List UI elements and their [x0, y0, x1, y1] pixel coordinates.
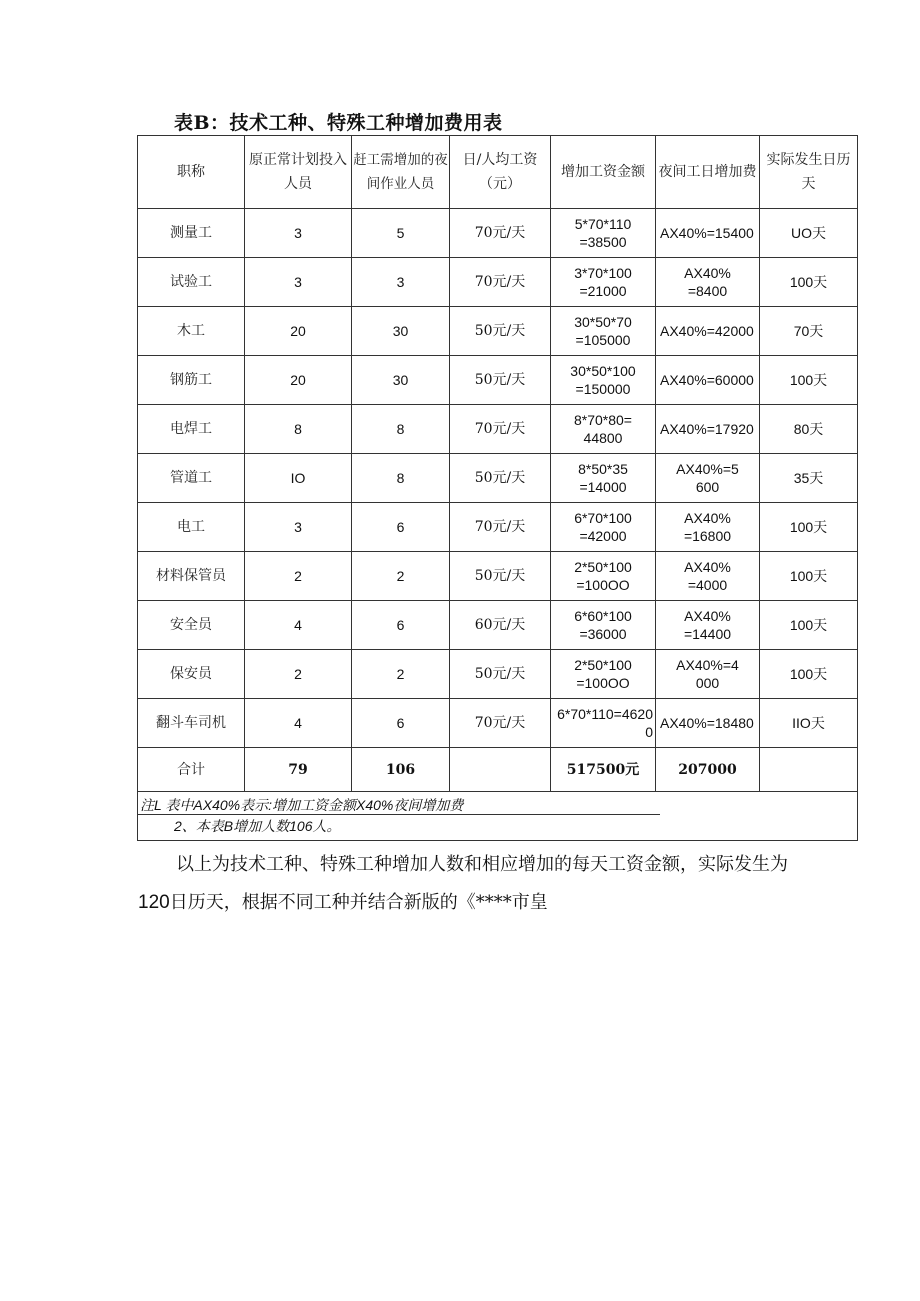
- cost-table: [137, 135, 858, 841]
- night-fee-cell: [656, 209, 760, 258]
- wage-increase-cell-line: 2*50*100: [574, 657, 632, 673]
- night-fee-cell-line: AX40%=60000: [660, 372, 754, 388]
- total-planned-cell: 79: [245, 748, 352, 792]
- wage-increase-cell-line: =21000: [579, 283, 627, 299]
- paragraph-line-2: [138, 884, 858, 922]
- planned-staff-cell: 3: [245, 258, 352, 307]
- planned-staff-cell: 20: [245, 356, 352, 405]
- night-fee-cell-line: AX40%=5: [676, 461, 739, 477]
- planned-staff-cell: 8: [245, 405, 352, 454]
- night-staff-cell: 8: [352, 405, 450, 454]
- table-title: 表B：技术工种、特殊工种增加费用表: [174, 112, 503, 134]
- night-fee-cell: [656, 258, 760, 307]
- night-fee-cell-line: =4000: [687, 577, 728, 593]
- night-fee-cell-line: 600: [695, 479, 720, 495]
- night-fee-cell-line: AX40%=42000: [660, 323, 754, 339]
- wage-increase-cell: [551, 503, 656, 552]
- header-cell: 职称: [138, 136, 245, 209]
- night-fee-cell: [656, 405, 760, 454]
- job-title-cell: 材料保管员: [138, 552, 245, 601]
- planned-staff-cell: 2: [245, 552, 352, 601]
- night-fee-cell: [656, 699, 760, 748]
- daily-wage-cell: 70元/天: [450, 699, 551, 748]
- total-row: [138, 748, 858, 792]
- daily-wage-cell: 50元/天: [450, 356, 551, 405]
- calendar-days-cell: 100天: [760, 503, 858, 552]
- wage-increase-cell-line: 8*70*80=: [573, 412, 632, 428]
- night-staff-cell: 6: [352, 503, 450, 552]
- planned-staff-cell: IO: [245, 454, 352, 503]
- planned-staff-cell: 4: [245, 601, 352, 650]
- wage-increase-cell-line: =42000: [579, 528, 627, 544]
- wage-increase-cell-line: =38500: [579, 234, 627, 250]
- planned-staff-cell: 3: [245, 503, 352, 552]
- night-fee-cell-line: 000: [695, 675, 720, 691]
- night-staff-cell: 30: [352, 307, 450, 356]
- calendar-days-cell: 100天: [760, 356, 858, 405]
- job-title-cell: 安全员: [138, 601, 245, 650]
- job-title-cell: 试验工: [138, 258, 245, 307]
- daily-wage-cell: 50元/天: [450, 307, 551, 356]
- night-fee-cell: [656, 503, 760, 552]
- wage-increase-cell-line: 3*70*100: [574, 265, 632, 281]
- job-title-cell: 钢筋工: [138, 356, 245, 405]
- wage-increase-cell: [551, 650, 656, 699]
- wage-increase-cell-line: 6*70*100: [574, 510, 632, 526]
- night-fee-cell-line: AX40%=17920: [660, 421, 754, 437]
- planned-staff-cell: 4: [245, 699, 352, 748]
- paragraph-text: 日历天，根据不同工种并结合新版的《****市皇: [169, 892, 548, 913]
- wage-increase-cell-line: 6*70*110=4620: [557, 706, 653, 722]
- wage-increase-cell-line: 30*50*70: [574, 314, 632, 330]
- total-fee-cell: 207000: [656, 748, 760, 792]
- job-title-cell: 保安员: [138, 650, 245, 699]
- night-fee-cell-line: AX40%=4: [676, 657, 739, 673]
- total-night-cell: 106: [352, 748, 450, 792]
- table-row: [138, 307, 858, 356]
- note-2: 2、本表B增加人数106人。: [174, 817, 341, 834]
- wage-increase-cell-line: 0: [645, 724, 653, 740]
- table-row: [138, 552, 858, 601]
- planned-staff-cell: 3: [245, 209, 352, 258]
- job-title-cell: 木工: [138, 307, 245, 356]
- wage-increase-cell: [551, 552, 656, 601]
- total-amount-cell: 517500元: [551, 748, 656, 792]
- calendar-days-cell: UO天: [760, 209, 858, 258]
- header-cell: 增加工资金额: [551, 136, 656, 209]
- job-title-cell: 翻斗车司机: [138, 699, 245, 748]
- night-fee-cell-line: AX40%: [684, 265, 731, 281]
- night-fee-cell-line: =8400: [687, 283, 728, 299]
- paragraph-number: 120: [138, 892, 170, 913]
- job-title-cell: 管道工: [138, 454, 245, 503]
- header-cell: 原正常计划投入人员: [245, 136, 352, 209]
- night-staff-cell: 3: [352, 258, 450, 307]
- daily-wage-cell: 60元/天: [450, 601, 551, 650]
- night-staff-cell: 5: [352, 209, 450, 258]
- calendar-days-cell: 100天: [760, 601, 858, 650]
- table-row: [138, 258, 858, 307]
- planned-staff-cell: 20: [245, 307, 352, 356]
- table-row: [138, 405, 858, 454]
- planned-staff-cell: 2: [245, 650, 352, 699]
- night-fee-cell-line: AX40%: [684, 608, 731, 624]
- table-row: [138, 601, 858, 650]
- night-fee-cell: [656, 454, 760, 503]
- daily-wage-cell: 50元/天: [450, 650, 551, 699]
- night-staff-cell: 8: [352, 454, 450, 503]
- daily-wage-cell: 50元/天: [450, 552, 551, 601]
- header-cell: 赶工需增加的夜间作业人员: [352, 136, 450, 209]
- night-staff-cell: 6: [352, 601, 450, 650]
- wage-increase-cell-line: 2*50*100: [574, 559, 632, 575]
- job-title-cell: 测量工: [138, 209, 245, 258]
- table-row: [138, 356, 858, 405]
- wage-increase-cell: [551, 258, 656, 307]
- wage-increase-cell: [551, 454, 656, 503]
- wage-increase-cell-line: =14000: [579, 479, 627, 495]
- wage-increase-cell-line: 8*50*35: [578, 461, 628, 477]
- header-cell: 实际发生日历天: [760, 136, 858, 209]
- wage-increase-cell-line: 5*70*110: [574, 216, 632, 232]
- wage-increase-cell: [551, 405, 656, 454]
- wage-increase-cell-line: 44800: [583, 430, 623, 446]
- job-title-cell: 电焊工: [138, 405, 245, 454]
- daily-wage-cell: 70元/天: [450, 405, 551, 454]
- wage-increase-cell-line: =100OO: [576, 577, 630, 593]
- wage-increase-cell: [551, 601, 656, 650]
- calendar-days-cell: 100天: [760, 650, 858, 699]
- wage-increase-cell-line: =105000: [575, 332, 631, 348]
- wage-increase-cell: [551, 356, 656, 405]
- night-fee-cell-line: AX40%=18480: [660, 715, 754, 731]
- wage-increase-cell-line: 6*60*100: [574, 608, 632, 624]
- wage-increase-cell: [551, 209, 656, 258]
- job-title-cell: 电工: [138, 503, 245, 552]
- notes-cell: [138, 792, 858, 841]
- total-label-cell: 合计: [138, 748, 245, 792]
- header-row: [138, 136, 858, 209]
- night-fee-cell: [656, 356, 760, 405]
- wage-increase-cell-line: =100OO: [576, 675, 630, 691]
- wage-increase-cell-line: 30*50*100: [570, 363, 636, 379]
- night-fee-cell: [656, 552, 760, 601]
- night-fee-cell: [656, 307, 760, 356]
- table-row: [138, 699, 858, 748]
- total-wage-cell: [450, 748, 551, 792]
- table-row: [138, 503, 858, 552]
- night-staff-cell: 2: [352, 650, 450, 699]
- daily-wage-cell: 50元/天: [450, 454, 551, 503]
- header-cell: 夜间工日增加费: [656, 136, 760, 209]
- note-1: 注L 表中AX40%表示:增加工资金额X40%夜间增加费: [138, 796, 660, 815]
- night-fee-cell: [656, 601, 760, 650]
- notes-row: [138, 792, 858, 841]
- daily-wage-cell: 70元/天: [450, 209, 551, 258]
- daily-wage-cell: 70元/天: [450, 258, 551, 307]
- calendar-days-cell: 100天: [760, 258, 858, 307]
- night-fee-cell-line: AX40%=15400: [660, 225, 754, 241]
- wage-increase-cell: [551, 307, 656, 356]
- header-cell: 日/人均工资（元）: [450, 136, 551, 209]
- calendar-days-cell: 35天: [760, 454, 858, 503]
- night-fee-cell-line: =16800: [683, 528, 732, 544]
- paragraph-line-1: 以上为技术工种、特殊工种增加人数和相应增加的每天工资金额，实际发生为: [176, 854, 788, 875]
- wage-increase-cell-line: =150000: [575, 381, 631, 397]
- calendar-days-cell: 100天: [760, 552, 858, 601]
- night-fee-cell-line: AX40%: [684, 559, 731, 575]
- daily-wage-cell: 70元/天: [450, 503, 551, 552]
- wage-increase-cell-line: =36000: [579, 626, 627, 642]
- night-staff-cell: 2: [352, 552, 450, 601]
- calendar-days-cell: 70天: [760, 307, 858, 356]
- calendar-days-cell: IIO天: [760, 699, 858, 748]
- night-fee-cell-line: =14400: [683, 626, 732, 642]
- table-row: [138, 650, 858, 699]
- calendar-days-cell: 80天: [760, 405, 858, 454]
- table-row: [138, 454, 858, 503]
- wage-increase-cell: [551, 699, 656, 748]
- table-row: [138, 209, 858, 258]
- night-fee-cell: [656, 650, 760, 699]
- total-days-cell: [760, 748, 858, 792]
- night-fee-cell-line: AX40%: [684, 510, 731, 526]
- night-staff-cell: 6: [352, 699, 450, 748]
- night-staff-cell: 30: [352, 356, 450, 405]
